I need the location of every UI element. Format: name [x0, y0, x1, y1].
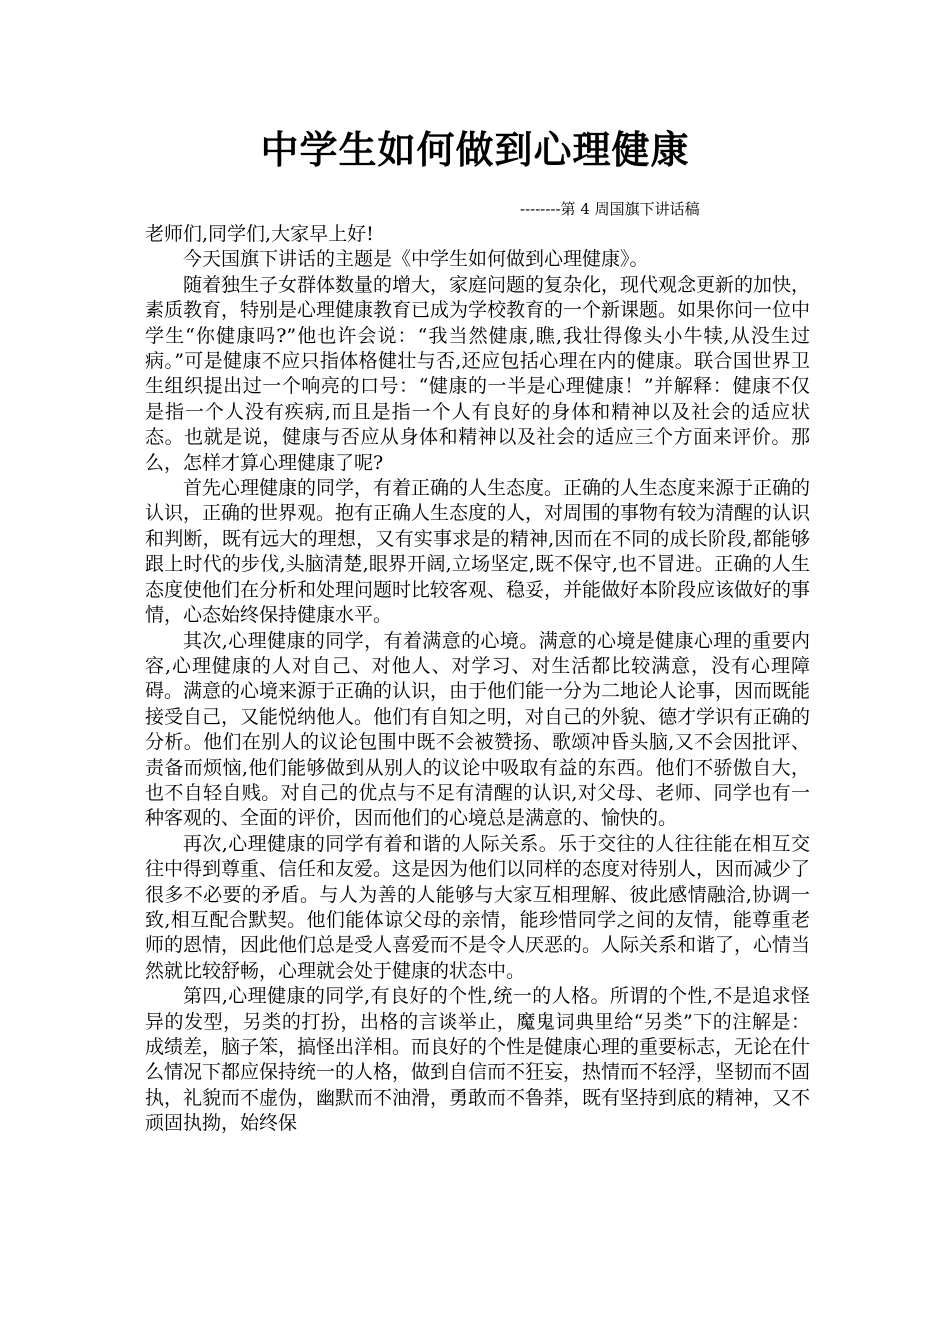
document-subtitle: --------第 4 周国旗下讲话稿 — [520, 200, 700, 218]
document-body — [145, 222, 810, 1137]
paragraph-second-point: 其次,心理健康的同学，有着满意的心境。满意的心境是健康心理的重要内容,心理健康的人对自己、对他人、对学习、对生活都比较满意，没有心理障碍。满意的心境来源于正确的认识，由于他们能一分为二地论人论事，因而既能接受自己，又能悦纳他人。他们有自知之明，对自己的外貌、德才学识有正确的分析。他们在别人的议论包围中既不会被赞扬、歌颂冲昏头脑,又不会因批评、责备而烦恼,他们能够做到从别人的议论中吸取有益的东西。他们不骄傲自大，也不自轻自贱。对自己的优点与不足有清醒的认识,对父母、老师、同学也有一种客观的、全面的评价，因而他们的心境总是满意的、愉快的。 — [145, 629, 811, 830]
document-title: 中学生如何做到心理健康 — [260, 128, 690, 172]
paragraph-introduction: 随着独生子女群体数量的增大，家庭问题的复杂化，现代观念更新的加快，素质教育，特别是心理健康教育已成为学校教育的一个新课题。如果你问一位中学生“你健康吗?”他也许会说：“我当然健康,瞧,我壮得像头小牛犊,从没生过病。”可是健康不应只指体格健壮与否,还应包括心理在内的健康。联合国世界卫生组织提出过一个响亮的口号：“健康的一半是心理健康！”并解释：健康不仅是指一个人没有疾病,而且是指一个人有良好的身体和精神以及社会的适应状态。也就是说，健康与否应从身体和精神以及社会的适应三个方面来评价。那么，怎样才算心理健康了呢? — [145, 273, 811, 474]
paragraph-third-point: 再次,心理健康的同学有着和谐的人际关系。乐于交往的人往往能在相互交往中得到尊重、信任和友爱。这是因为他们以同样的态度对待别人，因而减少了很多不必要的矛盾。与人为善的人能够与大家互相理解、彼此感情融洽,协调一致,相互配合默契。他们能体谅父母的亲情，能珍惜同学之间的友情，能尊重老师的恩情，因此他们总是受人喜爱而不是令人厌恶的。人际关系和谐了，心情当然就比较舒畅，心理就会处于健康的状态中。 — [145, 832, 811, 982]
paragraph-topic: 今天国旗下讲话的主题是《中学生如何做到心理健康》。 — [183, 248, 649, 271]
paragraph-first-point: 首先心理健康的同学，有着正确的人生态度。正确的人生态度来源于正确的认识，正确的世界观。抱有正确人生态度的人，对周围的事物有较为清醒的认识和判断，既有远大的理想，又有实事求是的精神,因而在不同的成长阶段,都能够跟上时代的步伐,头脑清楚,眼界开阔,立场坚定,既不保守,也不冒进。正确的人生态度使他们在分析和处理问题时比较客观、稳妥，并能做好本阶段应该做好的事情，心态始终保持健康水平。 — [145, 477, 811, 627]
greeting-line: 老师们,同学们,大家早上好! — [145, 223, 374, 245]
paragraph-fourth-point: 第四,心理健康的同学,有良好的个性,统一的人格。所谓的个性,不是追求怪异的发型，另类的打扮，出格的言谈举止，魔鬼词典里给“另类”下的注解是：成绩差，脑子笨，搞怪出洋相。而良好的个性是健康心理的重要标志，无论在什么情况下都应保持统一的人格，做到自信而不狂妄，热情而不轻浮，坚韧而不固执，礼貌而不虚伪，幽默而不油滑，勇敢而不鲁莽，既有坚持到底的精神，又不顽固执拗，始终保 — [145, 985, 811, 1135]
